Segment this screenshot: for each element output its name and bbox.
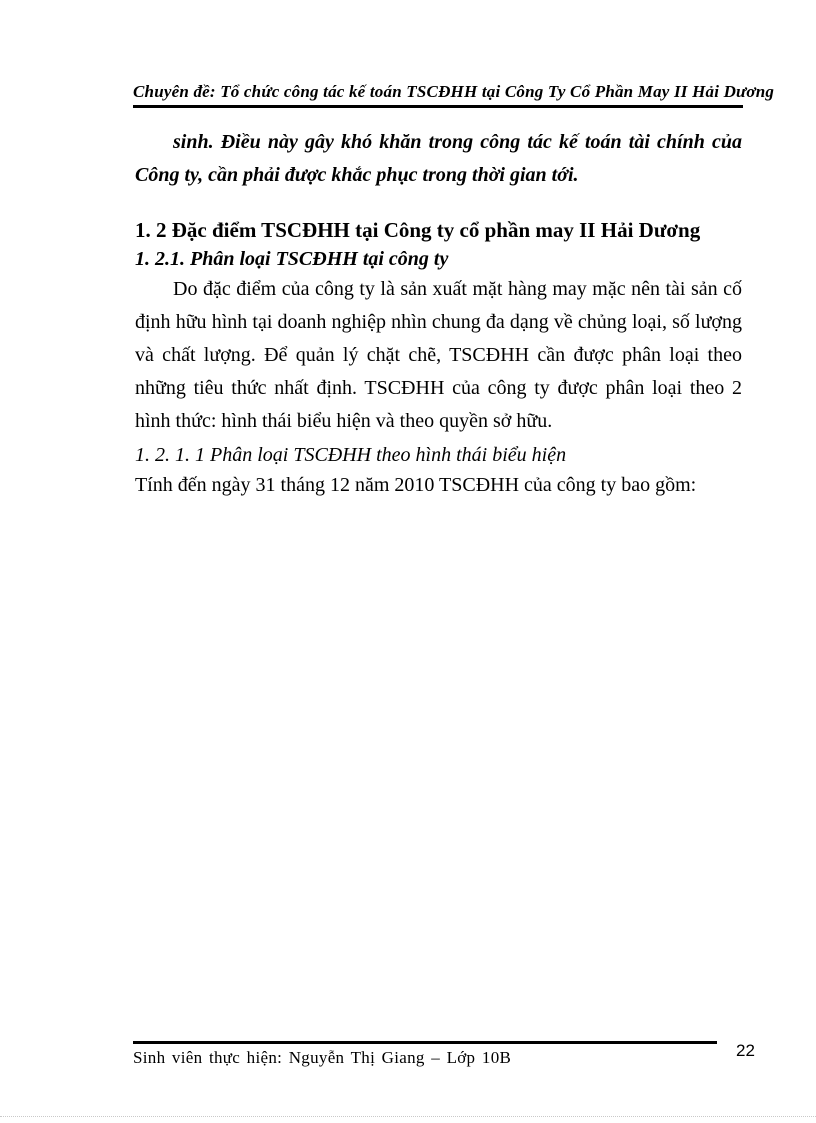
body-paragraph: Do đặc điểm của công ty là sản xuất mặt hàng may mặc nên tài sản cố định hữu hình tại doanh nghiệp nhìn chung đa dạng về chủng loại, số lượng và chất lượng. Để quản lý chặt chẽ, TSCĐHH cần được phân loại theo những tiêu thức nhất định. TSCĐHH của công ty được phân loại theo 2 hình thức: hình thái biểu hiện và theo quyền sở hữu. [135,278,742,432]
page-break-divider [0,1116,816,1117]
section-heading: 1. 2 Đặc điểm TSCĐHH tại Công ty cổ phần may II Hải Dương [135,218,701,242]
page-footer [133,1041,717,1068]
page-header [133,82,775,108]
continued-paragraph: sinh. Điều này gây khó khăn trong công tác kế toán tài chính của Công ty, cần phải được khắc phục trong thời gian tới. [135,131,742,186]
closing-line: Tính đến ngày 31 tháng 12 năm 2010 TSCĐHH của công ty bao gồm: [135,474,697,496]
sub-subsection-heading: 1. 2. 1. 1 Phân loại TSCĐHH theo hình thái biểu hiện [135,444,567,466]
document-body [135,126,742,501]
page-number: 22 [736,1041,755,1060]
subsection-heading: 1. 2.1. Phân loại TSCĐHH tại công ty [135,248,449,270]
footer-author-line: Sinh viên thực hiện: Nguyễn Thị Giang – Lớp 10B [133,1048,512,1067]
header-title: Chuyên đề: Tổ chức công tác kế toán TSCĐHH tại Công Ty Cổ Phần May II Hải Dương [133,82,775,101]
